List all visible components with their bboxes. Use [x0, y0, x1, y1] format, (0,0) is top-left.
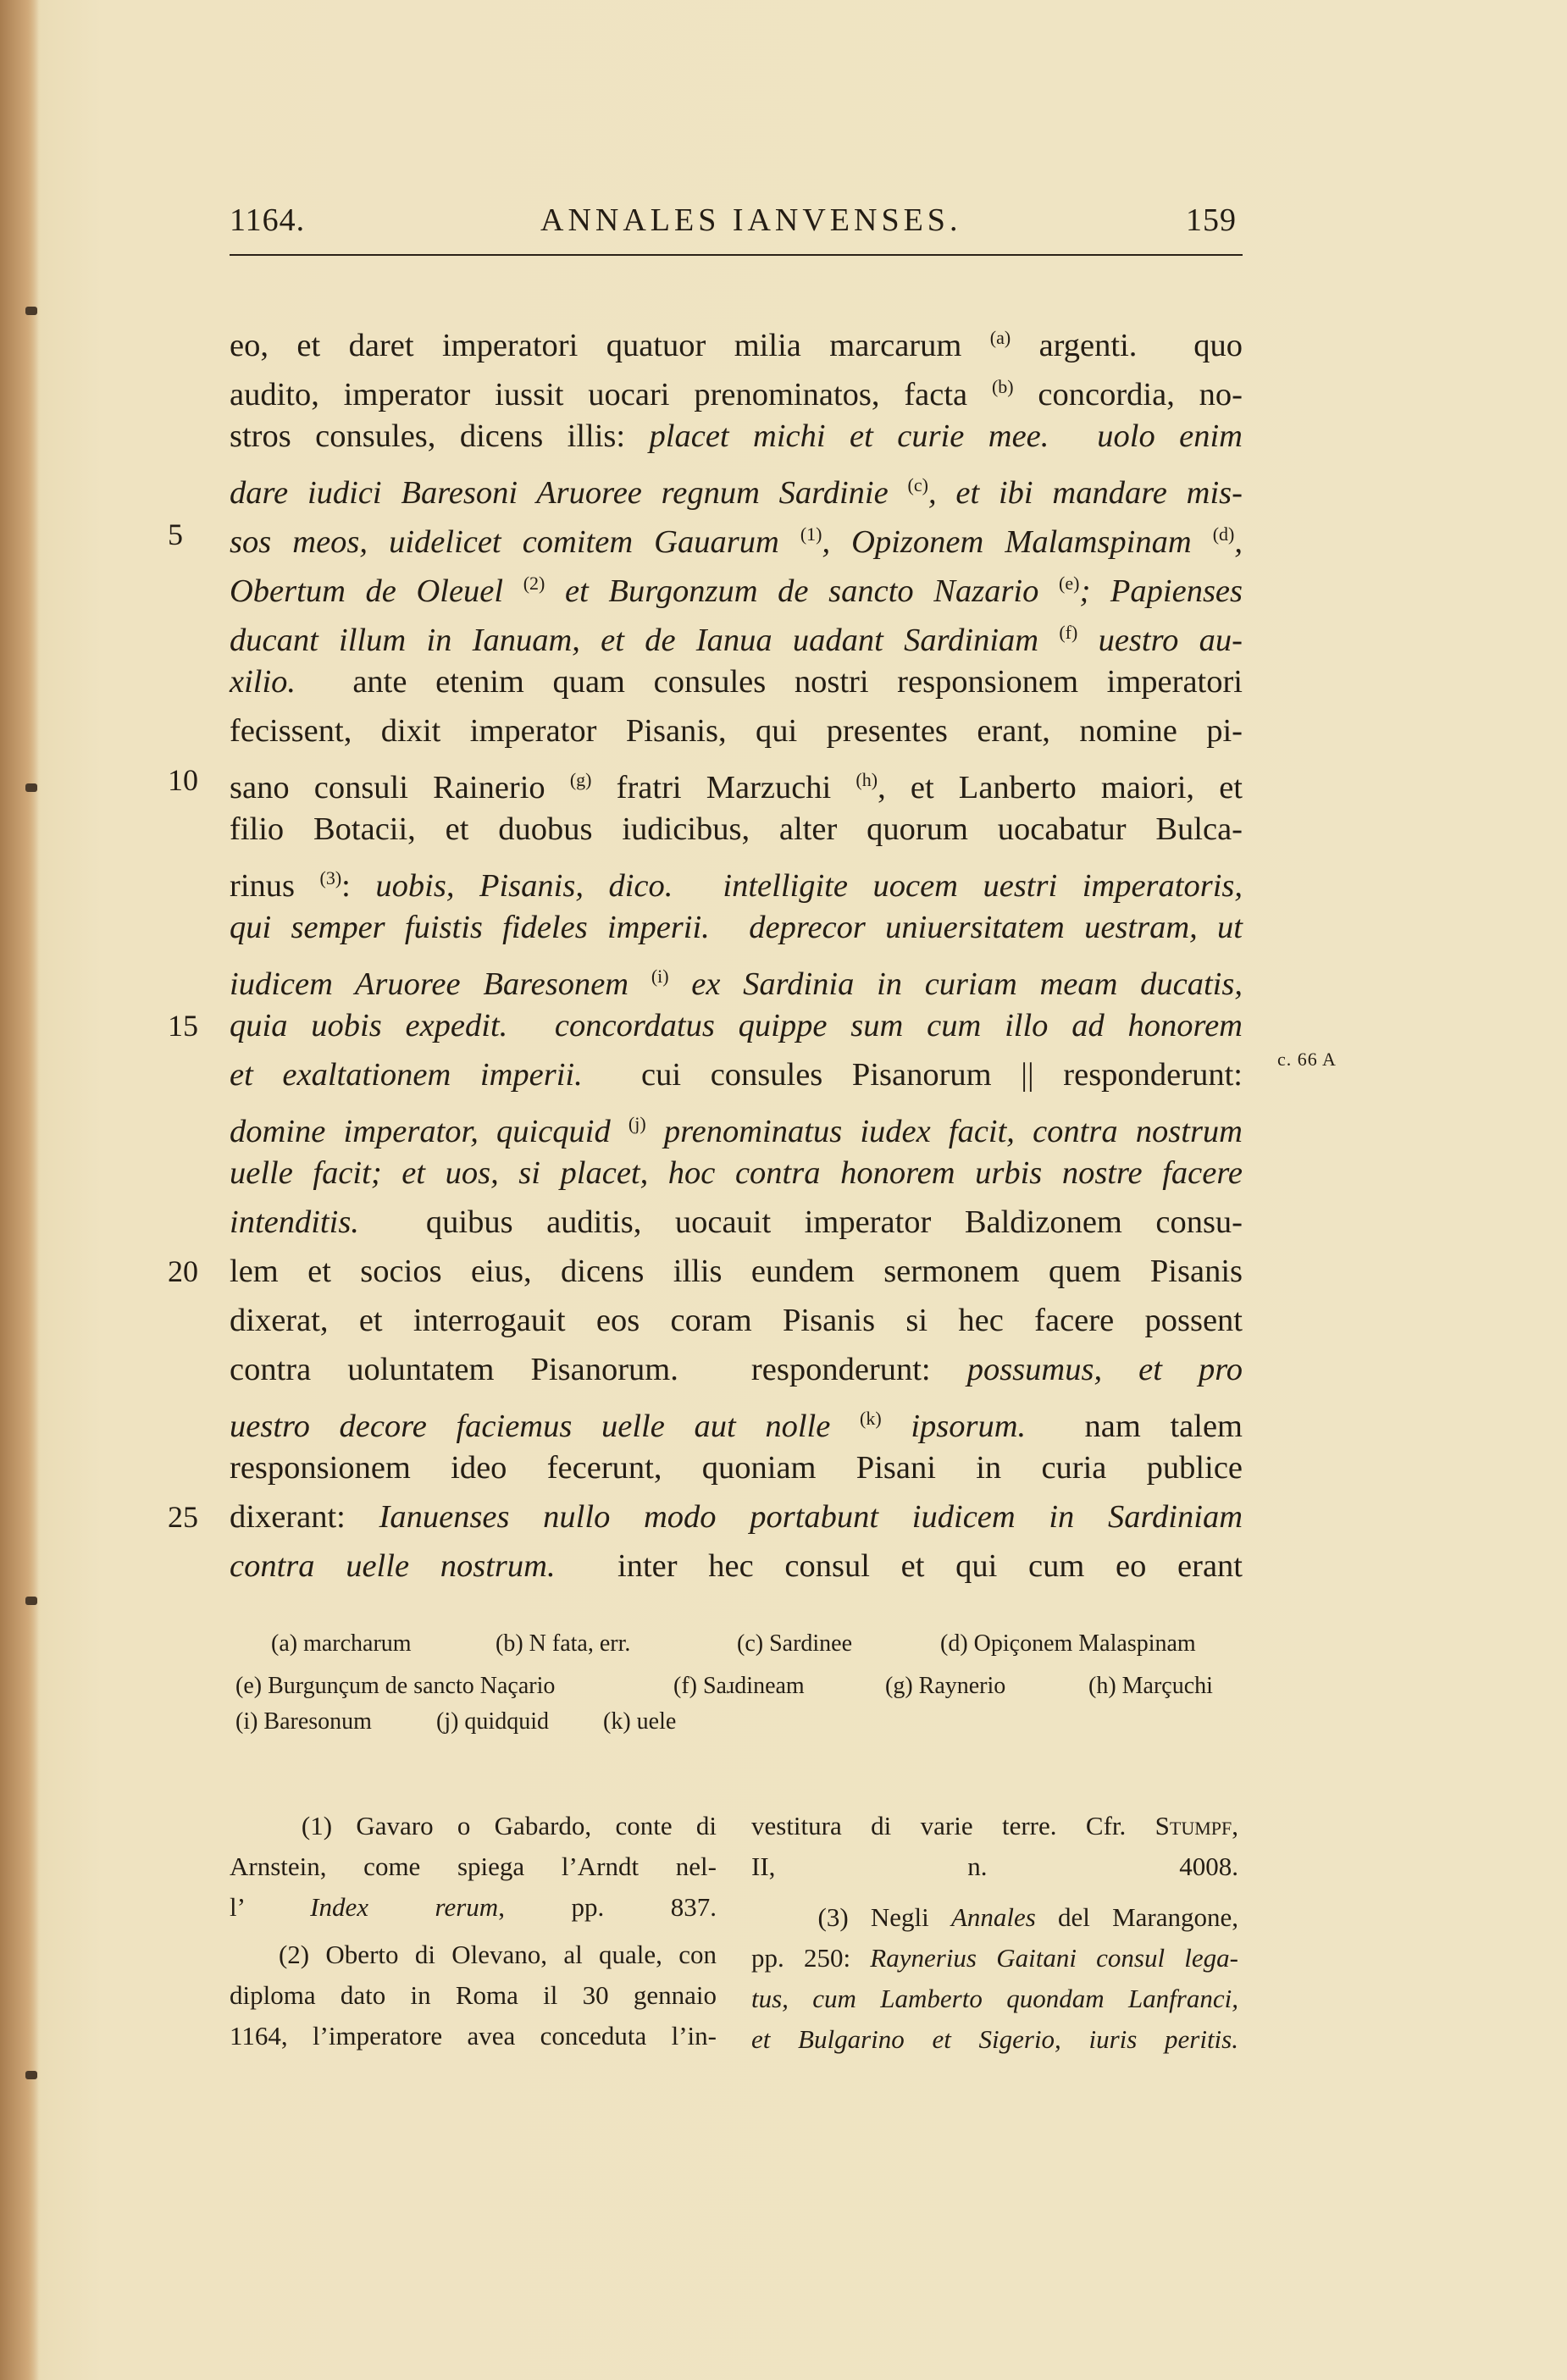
- text-line: [230, 466, 1243, 512]
- text-line: [230, 318, 1243, 365]
- note-reference: (g): [569, 769, 592, 790]
- footnote-line: [751, 1939, 1238, 1978]
- text-segment: ,: [1232, 1811, 1238, 1840]
- footnote-line: [751, 1898, 1238, 1937]
- text-segment: xilio.: [230, 664, 296, 700]
- text-line: [230, 1350, 1243, 1389]
- footnote-line: [751, 2020, 1238, 2059]
- note-reference: (a): [989, 327, 1011, 348]
- text-line: [230, 859, 1243, 905]
- note-reference: (h): [855, 769, 878, 790]
- text-segment: diploma dato in Roma il 30 gennaio: [230, 1980, 717, 2010]
- text-segment: pp. 250:: [751, 1943, 871, 1973]
- book-binding-edge: [0, 0, 39, 2380]
- note-reference: (d): [1212, 523, 1235, 545]
- text-line: [230, 1154, 1243, 1193]
- text-segment: Obertum de Oleuel: [230, 573, 523, 609]
- footnote-line: [230, 1847, 717, 1886]
- text-segment: nam talem: [1026, 1409, 1243, 1444]
- note-reference: (k): [860, 1408, 882, 1429]
- line-number: 20: [168, 1254, 198, 1288]
- variant-note: (b) N fata, err.: [496, 1630, 631, 1657]
- binding-stitch: [25, 2071, 37, 2079]
- text-line: [230, 662, 1243, 701]
- text-segment: II, n. 4008.: [751, 1851, 1238, 1881]
- text-segment: ipsorum.: [881, 1409, 1027, 1444]
- text-segment: (3) Negli: [751, 1902, 951, 1932]
- line-number: 5: [168, 518, 183, 551]
- text-segment: concordia, no-: [1013, 377, 1243, 412]
- text-line: [230, 711, 1243, 750]
- text-line: [230, 417, 1243, 456]
- text-segment: ante etenim quam consules nostri responsionem imperatori: [296, 664, 1243, 700]
- text-segment: dare iudici Baresoni Aruoree regnum Sardinie: [230, 475, 908, 511]
- variant-note: (f) Saɹdineam: [673, 1673, 805, 1699]
- text-segment: :: [341, 868, 376, 904]
- text-segment: , pp. 837.: [498, 1892, 717, 1922]
- text-line: [230, 1104, 1243, 1151]
- text-segment: domine imperator, quicquid: [230, 1114, 628, 1149]
- text-segment: uestro decore faciemus uelle aut nolle: [230, 1409, 861, 1444]
- text-segment: audito, imperator iussit uocari prenominatos, facta: [230, 377, 992, 412]
- text-segment: ,: [1234, 524, 1243, 560]
- text-segment: et exaltationem imperii.: [230, 1057, 583, 1093]
- variant-note: (g) Raynerio: [885, 1673, 1006, 1699]
- line-number: 10: [168, 763, 198, 797]
- text-segment: sos meos, uidelicet comitem Gauarum: [230, 524, 800, 560]
- text-line: [230, 761, 1243, 807]
- variant-note: (c) Sardinee: [737, 1630, 853, 1657]
- text-line: [230, 515, 1243, 562]
- text-segment: responsionem ideo fecerunt, quoniam Pisani in curia publice: [230, 1450, 1243, 1486]
- text-line: [230, 1547, 1243, 1586]
- text-segment: placet michi et curie mee. uolo enim: [649, 418, 1243, 454]
- binding-stitch: [25, 1597, 37, 1605]
- text-segment: filio Botacii, et duobus iudicibus, alter quorum uocabatur Bulca-: [230, 811, 1243, 847]
- text-segment: fratri Marzuchi: [591, 770, 856, 805]
- variant-note: (d) Opiçonem Malaspinam: [940, 1630, 1196, 1657]
- footnote-line: [230, 2017, 717, 2056]
- text-line: [230, 564, 1243, 611]
- text-segment: contra uoluntatem Pisanorum. responderunt:: [230, 1352, 967, 1387]
- note-reference: (2): [523, 573, 545, 594]
- text-segment: inter hec consul et qui cum eo erant: [555, 1548, 1243, 1584]
- text-segment: iudicem Aruoree Baresonem: [230, 966, 651, 1002]
- text-segment: possumus, et pro: [966, 1352, 1243, 1387]
- text-segment: dixerant:: [230, 1499, 379, 1535]
- text-segment: lem et socios eius, dicens illis eundem sermonem quem Pisanis: [230, 1254, 1243, 1289]
- text-segment: uobis, Pisanis, dico. intelligite uocem uestri imperatoris,: [375, 868, 1243, 904]
- text-segment: ducant illum in Ianuam, et de Ianua uadant Sardiniam: [230, 623, 1060, 658]
- footnote-line: [230, 1935, 717, 1974]
- text-segment: 1164, l’imperatore avea conceduta l’in-: [230, 2021, 717, 2051]
- text-segment: eo, et daret imperatori quatuor milia marcarum: [230, 328, 990, 363]
- text-segment: , Opizonem Malamspinam: [822, 524, 1213, 560]
- text-line: [230, 613, 1243, 660]
- page-number: 159: [1186, 202, 1237, 238]
- footnote-line: [751, 1979, 1238, 2018]
- text-line: [230, 368, 1243, 414]
- text-segment: argenti. quo: [1011, 328, 1243, 363]
- note-reference: (c): [907, 474, 928, 495]
- note-reference: (j): [628, 1113, 646, 1134]
- text-line: [230, 1252, 1243, 1291]
- text-segment: (2) Oberto di Olevano, al quale, con: [230, 1940, 717, 1969]
- text-segment: vestitura di varie terre. Cfr.: [751, 1811, 1155, 1840]
- text-segment: qui semper fuistis fideles imperii. deprecor uniuersitatem uestram, ut: [230, 910, 1243, 945]
- footnote-line: [230, 1976, 717, 2015]
- text-segment: sano consuli Rainerio: [230, 770, 570, 805]
- text-segment: uelle facit; et uos, si placet, hoc contra honorem urbis nostre facere: [230, 1155, 1243, 1191]
- line-number: 15: [168, 1009, 198, 1043]
- text-segment: ex Sardinia in curiam meam ducatis,: [668, 966, 1243, 1002]
- note-reference: (3): [319, 867, 342, 888]
- text-line: [230, 1448, 1243, 1487]
- text-segment: intenditis.: [230, 1204, 359, 1240]
- note-reference: (e): [1059, 573, 1080, 594]
- variant-note: (j) quidquid: [436, 1708, 549, 1735]
- text-line: [230, 1399, 1243, 1446]
- footnote-line: [751, 1807, 1238, 1846]
- text-segment: stros consules, dicens illis:: [230, 418, 650, 454]
- text-line: [230, 908, 1243, 947]
- text-segment: Stumpf: [1154, 1811, 1232, 1840]
- text-segment: quia uobis expedit. concordatus quippe sum cum illo ad honorem: [230, 1008, 1243, 1043]
- text-line: [230, 1203, 1243, 1242]
- text-segment: tus, cum Lamberto quondam Lanfranci,: [751, 1984, 1238, 2013]
- text-segment: fecissent, dixit imperator Pisanis, qui presentes erant, nomine pi-: [230, 713, 1243, 749]
- variant-note: (e) Burgunçum de sancto Naçario: [235, 1673, 556, 1699]
- text-segment: dixerat, et interrogauit eos coram Pisanis si hec facere possent: [230, 1303, 1243, 1338]
- text-line: [230, 1301, 1243, 1340]
- text-line: [230, 810, 1243, 849]
- variant-note: (k) uele: [603, 1708, 677, 1735]
- note-reference: (i): [651, 966, 669, 987]
- text-segment: Raynerius Gaitani consul lega-: [870, 1943, 1238, 1973]
- text-line: [230, 1497, 1243, 1536]
- binding-stitch: [25, 783, 37, 792]
- text-segment: et Burgonzum de sancto Nazario: [545, 573, 1060, 609]
- note-reference: (b): [991, 376, 1014, 397]
- footnote-line: [751, 1847, 1238, 1886]
- note-reference: (1): [800, 523, 822, 545]
- footnote-line: [230, 1888, 717, 1927]
- text-segment: l’: [230, 1892, 311, 1922]
- variant-note: (i) Baresonum: [235, 1708, 372, 1735]
- binding-stitch: [25, 307, 37, 315]
- text-segment: Arnstein, come spiega l’Arndt nel-: [230, 1851, 717, 1881]
- text-segment: Annales: [950, 1902, 1036, 1932]
- text-segment: prenominatus iudex facit, contra nostrum: [645, 1114, 1243, 1149]
- text-segment: , et Lanberto maiori, et: [878, 770, 1243, 805]
- variant-note: (h) Marçuchi: [1088, 1673, 1213, 1699]
- text-segment: , et ibi mandare mis-: [927, 475, 1243, 511]
- text-line: [230, 957, 1243, 1004]
- running-head-year: 1164.: [230, 202, 306, 238]
- line-number: 25: [168, 1500, 198, 1534]
- margin-note: c. 66 A: [1277, 1049, 1337, 1070]
- note-reference: (f): [1059, 622, 1078, 643]
- text-line: [230, 1006, 1243, 1045]
- text-segment: ; Papienses: [1079, 573, 1243, 609]
- text-line: [230, 1055, 1243, 1094]
- footnote-line: [230, 1807, 717, 1846]
- variant-note: (a) marcharum: [271, 1630, 412, 1657]
- text-segment: rinus: [230, 868, 320, 904]
- text-segment: quibus auditis, uocauit imperator Baldizonem consu-: [358, 1204, 1243, 1240]
- text-segment: contra uelle nostrum.: [230, 1548, 556, 1584]
- header-rule: [230, 254, 1243, 256]
- text-segment: uestro au-: [1077, 623, 1243, 658]
- text-segment: (1) Gavaro o Gabardo, conte di: [230, 1811, 717, 1840]
- text-segment: del Marangone,: [1035, 1902, 1238, 1932]
- text-segment: Ianuenses nullo modo portabunt iudicem in Sardiniam: [379, 1499, 1243, 1535]
- text-segment: Index rerum: [310, 1892, 499, 1922]
- running-head-title: ANNALES IANVENSES.: [540, 202, 962, 238]
- text-segment: et Bulgarino et Sigerio, iuris peritis.: [751, 2024, 1238, 2054]
- text-segment: cui consules Pisanorum || responderunt:: [582, 1057, 1243, 1093]
